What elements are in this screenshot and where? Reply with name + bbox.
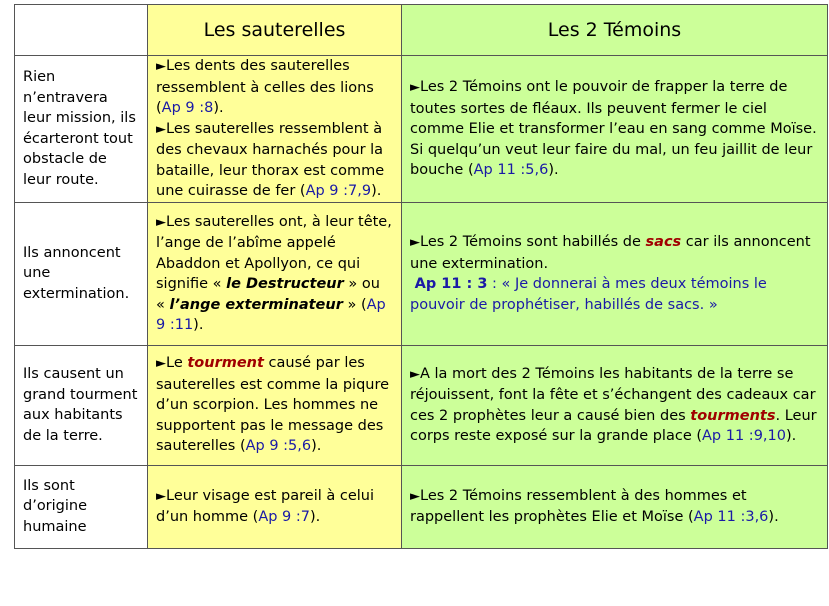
header-sauterelles: Les sauterelles [148,5,402,56]
cell-text: ). [768,509,779,525]
quote-text: : « Je donnerai à mes deux témoins le pouvoir de prophétiser, habillés de sacs. » [410,276,767,313]
bullet-arrow-icon: ► [156,121,166,137]
cell-text: ). [310,509,321,525]
cell-text: Les 2 Témoins ont le pouvoir de frapper la terre de toutes sortes de fléaux. Ils peuvent fermer le ciel comme Elie et transformer l’eau en sang comme Moïse. Si quelqu’un veut leur faire du mal, un feu jaillit de leur bouche ( [410,79,817,178]
bullet-arrow-icon: ► [410,488,420,504]
cell-text: causé par les sauterelles est comme la piqure d’un scorpion. Les hommes ne supportent pas le message des sauterelles ( [156,355,390,455]
bible-reference: Ap 11 :5,6 [473,162,549,178]
sauterelles-cell [148,202,402,345]
emphasis-text: le Destructeur [226,276,344,292]
cell-text: » ou « [156,276,380,313]
table-row [15,202,828,345]
bullet-arrow-icon: ► [156,214,166,230]
table-row [15,345,828,465]
row-label: Ils sont d’origine humaine [15,465,148,548]
sauterelles-cell [148,345,402,465]
cell-text: Les 2 Témoins sont habillés de [420,234,646,250]
header-temoins: Les 2 Témoins [402,5,828,56]
bible-reference: Ap 11 : 3 [414,276,488,292]
bible-reference: Ap 11 :3,6 [693,509,769,525]
cell-text: car ils annoncent une extermination. [410,234,811,272]
bible-reference: Ap 9 :8 [161,100,214,116]
cell-text: Les sauterelles ressemblent à des chevaux harnachés pour la bataille, leur thorax est comme une cuirasse de fer ( [156,120,385,199]
cell-text: ). [193,317,204,333]
temoins-cell [402,345,828,465]
cell-text: Les sauterelles ont, à leur tête, l’ange de l’abîme appelé Abaddon et Apollyon, ce qui signifie « [156,213,392,292]
cell-text: Les 2 Témoins ressemblent à des hommes et rappellent les prophètes Elie et Moïse ( [410,487,747,525]
emphasis-text: l’ange exterminateur [169,296,343,313]
cell-text: Le [166,355,188,372]
header-row [15,5,828,56]
row-label: Rien n’entravera leur mission, ils écarteront tout obstacle de leur route. [15,56,148,203]
bullet-arrow-icon: ► [410,366,420,382]
emphasis-text: sacs [645,234,682,250]
table-row [15,56,828,203]
cell-text: ). [785,428,797,444]
bullet-arrow-icon: ► [410,80,420,95]
cell-text: Les dents des sauterelles ressemblent à celles des lions ( [156,58,374,116]
bible-reference: Ap 9 :7,9 [305,183,372,199]
cell-text: » ( [342,296,367,313]
cell-text: ). [311,438,322,455]
sauterelles-cell [148,56,402,203]
emphasis-text: tourments [690,407,776,424]
bullet-arrow-icon: ► [410,235,420,250]
temoins-cell [402,465,828,548]
bible-reference: Ap 11 :9,10 [702,428,786,444]
cell-text: Leur visage est pareil à celui d’un homme ( [156,487,375,525]
sauterelles-cell [148,465,402,548]
header-empty-cell [15,5,148,56]
comparison-table [14,4,828,549]
bible-reference: Ap 9 :5,6 [245,438,312,455]
cell-text: . Leur corps reste exposé sur la grande place ( [410,407,817,444]
bullet-arrow-icon: ► [156,488,166,504]
table-row [15,465,828,548]
cell-text: ). [213,100,224,116]
bullet-arrow-icon: ► [156,59,166,74]
temoins-cell [402,202,828,345]
bullet-arrow-icon: ► [156,356,166,372]
cell-text: A la mort des 2 Témoins les habitants de la terre se réjouissent, font la fête et s’échangent des cadeaux car ces 2 prophètes leur a causé bien des [410,365,816,424]
cell-text: ). [548,162,559,178]
bible-reference: Ap 9 :7 [258,509,310,525]
cell-text: ). [371,183,382,199]
bible-reference: Ap 9 :11 [156,296,386,333]
row-label: Ils annoncent une extermination. [15,202,148,345]
temoins-cell [402,56,828,203]
row-label: Ils causent un grand tourment aux habitants de la terre. [15,345,148,465]
emphasis-text: tourment [187,355,264,372]
